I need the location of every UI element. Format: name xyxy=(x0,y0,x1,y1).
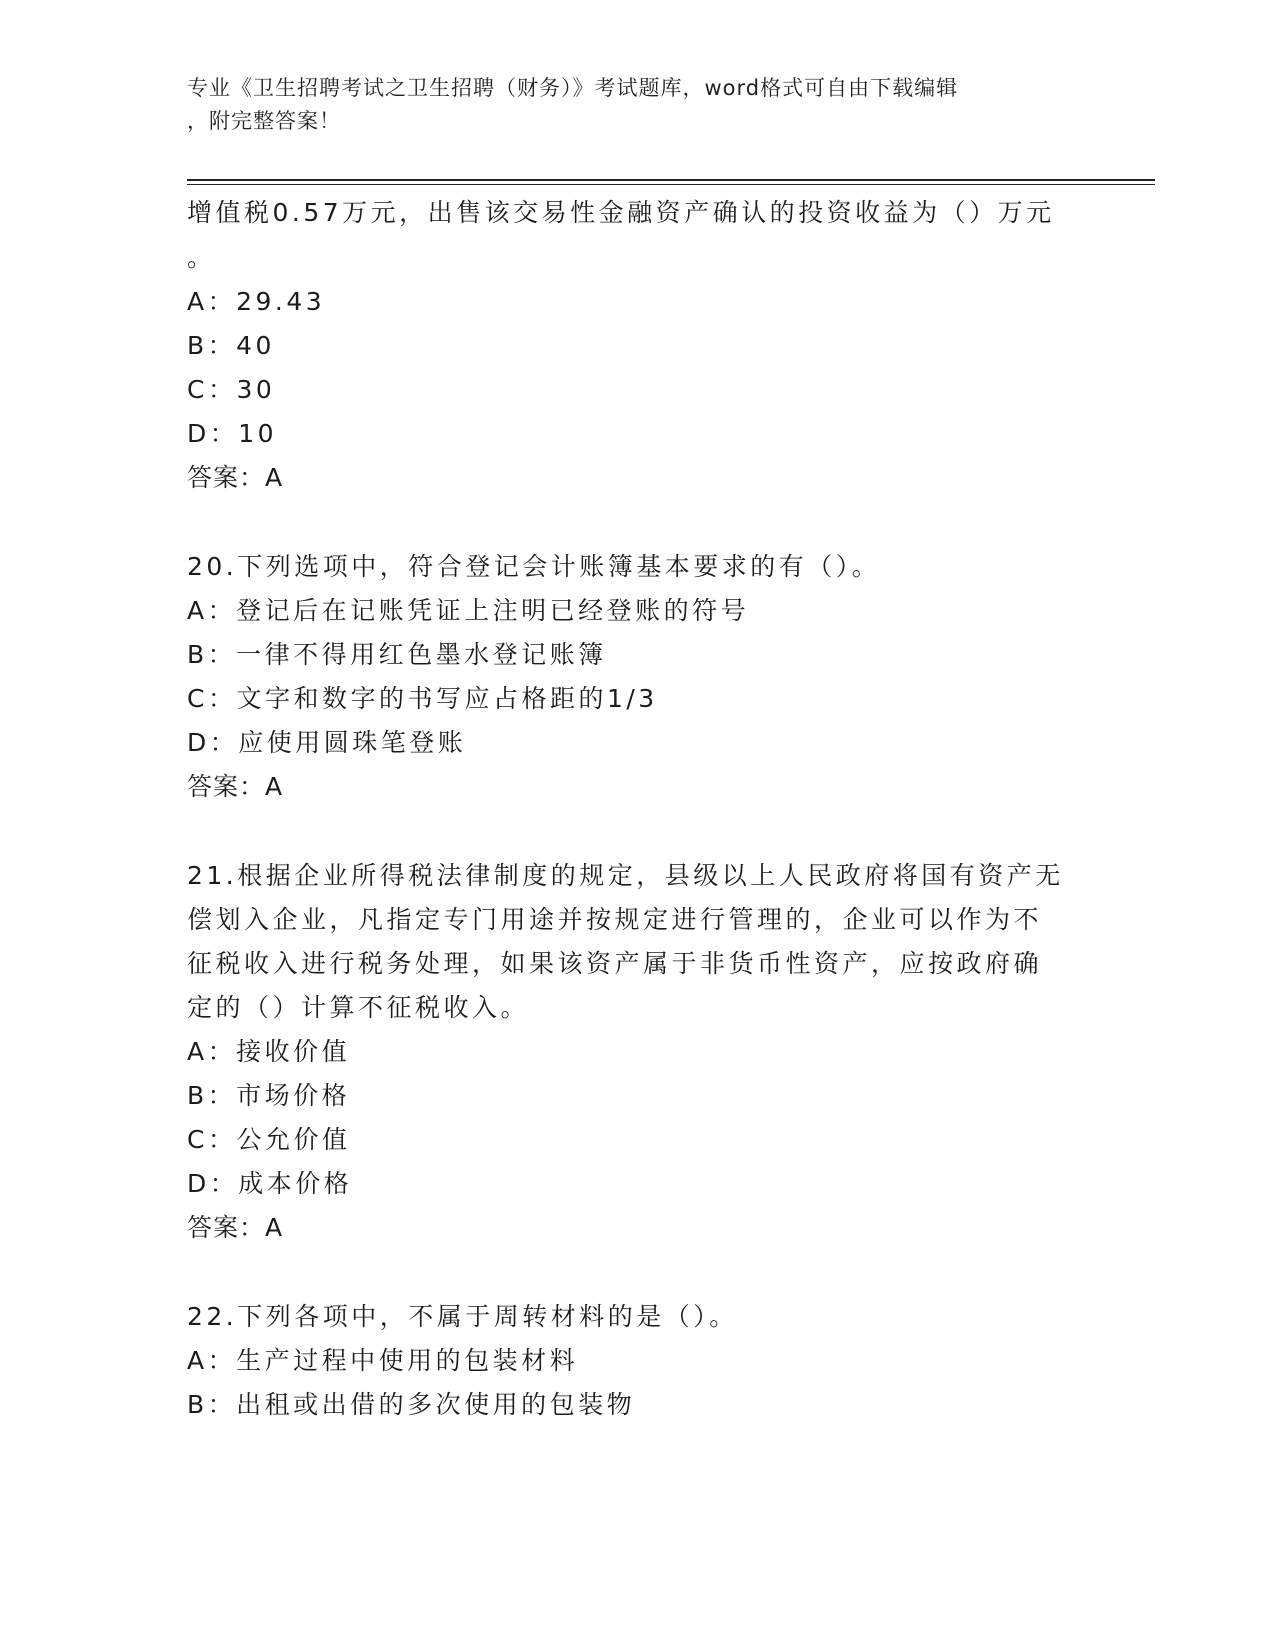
option-a: A：登记后在记账凭证上注明已经登账的符号 xyxy=(187,596,750,625)
option-b: B：市场价格 xyxy=(187,1081,351,1110)
answer-label: 答案：A xyxy=(187,772,284,801)
question-text-line: 偿划入企业，凡指定专门用途并按规定进行管理的，企业可以作为不 xyxy=(187,905,1043,934)
option-b: B：一律不得用红色墨水登记账簿 xyxy=(187,640,607,669)
spacer xyxy=(187,1250,1087,1295)
option-d: D：10 xyxy=(187,419,278,448)
answer-label: 答案：A xyxy=(187,1213,284,1242)
question-text-line: 增值税0.57万元，出售该交易性金融资产确认的投资收益为（）万元 xyxy=(187,198,1055,227)
header-line-2: ，附完整答案！ xyxy=(187,109,341,133)
question-19 xyxy=(187,190,1087,500)
option-d: D：应使用圆珠笔登账 xyxy=(187,728,467,757)
option-a: A：接收价值 xyxy=(187,1037,351,1066)
option-c: C：公允价值 xyxy=(187,1125,351,1154)
answer-label: 答案：A xyxy=(187,463,284,492)
question-text-line: 22.下列各项中，不属于周转材料的是（）。 xyxy=(187,1302,738,1331)
question-text-line: 征税收入进行税务处理，如果该资产属于非货币性资产，应按政府确 xyxy=(187,949,1043,978)
header-rule-thick xyxy=(187,179,1155,181)
question-20 xyxy=(187,545,1087,809)
option-c: C：30 xyxy=(187,375,276,404)
option-a: A：29.43 xyxy=(187,287,326,316)
spacer xyxy=(187,809,1087,854)
option-d: D：成本价格 xyxy=(187,1169,353,1198)
option-b: B：出租或出借的多次使用的包装物 xyxy=(187,1390,636,1419)
document-header xyxy=(187,72,1087,138)
question-21 xyxy=(187,854,1087,1250)
question-text-line: 。 xyxy=(187,243,216,272)
question-text-line: 定的（）计算不征税收入。 xyxy=(187,993,530,1022)
question-text-line: 20.下列选项中，符合登记会计账簿基本要求的有（）。 xyxy=(187,552,881,581)
option-b: B：40 xyxy=(187,331,275,360)
header-line-1: 专业《卫生招聘考试之卫生招聘（财务）》考试题库，word格式可自由下载编辑 xyxy=(187,76,959,100)
option-a: A：生产过程中使用的包装材料 xyxy=(187,1346,579,1375)
option-c: C：文字和数字的书写应占格距的1/3 xyxy=(187,684,658,713)
question-text-line: 21.根据企业所得税法律制度的规定，县级以上人民政府将国有资产无 xyxy=(187,861,1064,890)
question-list xyxy=(187,190,1087,1427)
spacer xyxy=(187,500,1087,545)
header-rule-thin xyxy=(187,184,1155,185)
question-22 xyxy=(187,1295,1087,1427)
